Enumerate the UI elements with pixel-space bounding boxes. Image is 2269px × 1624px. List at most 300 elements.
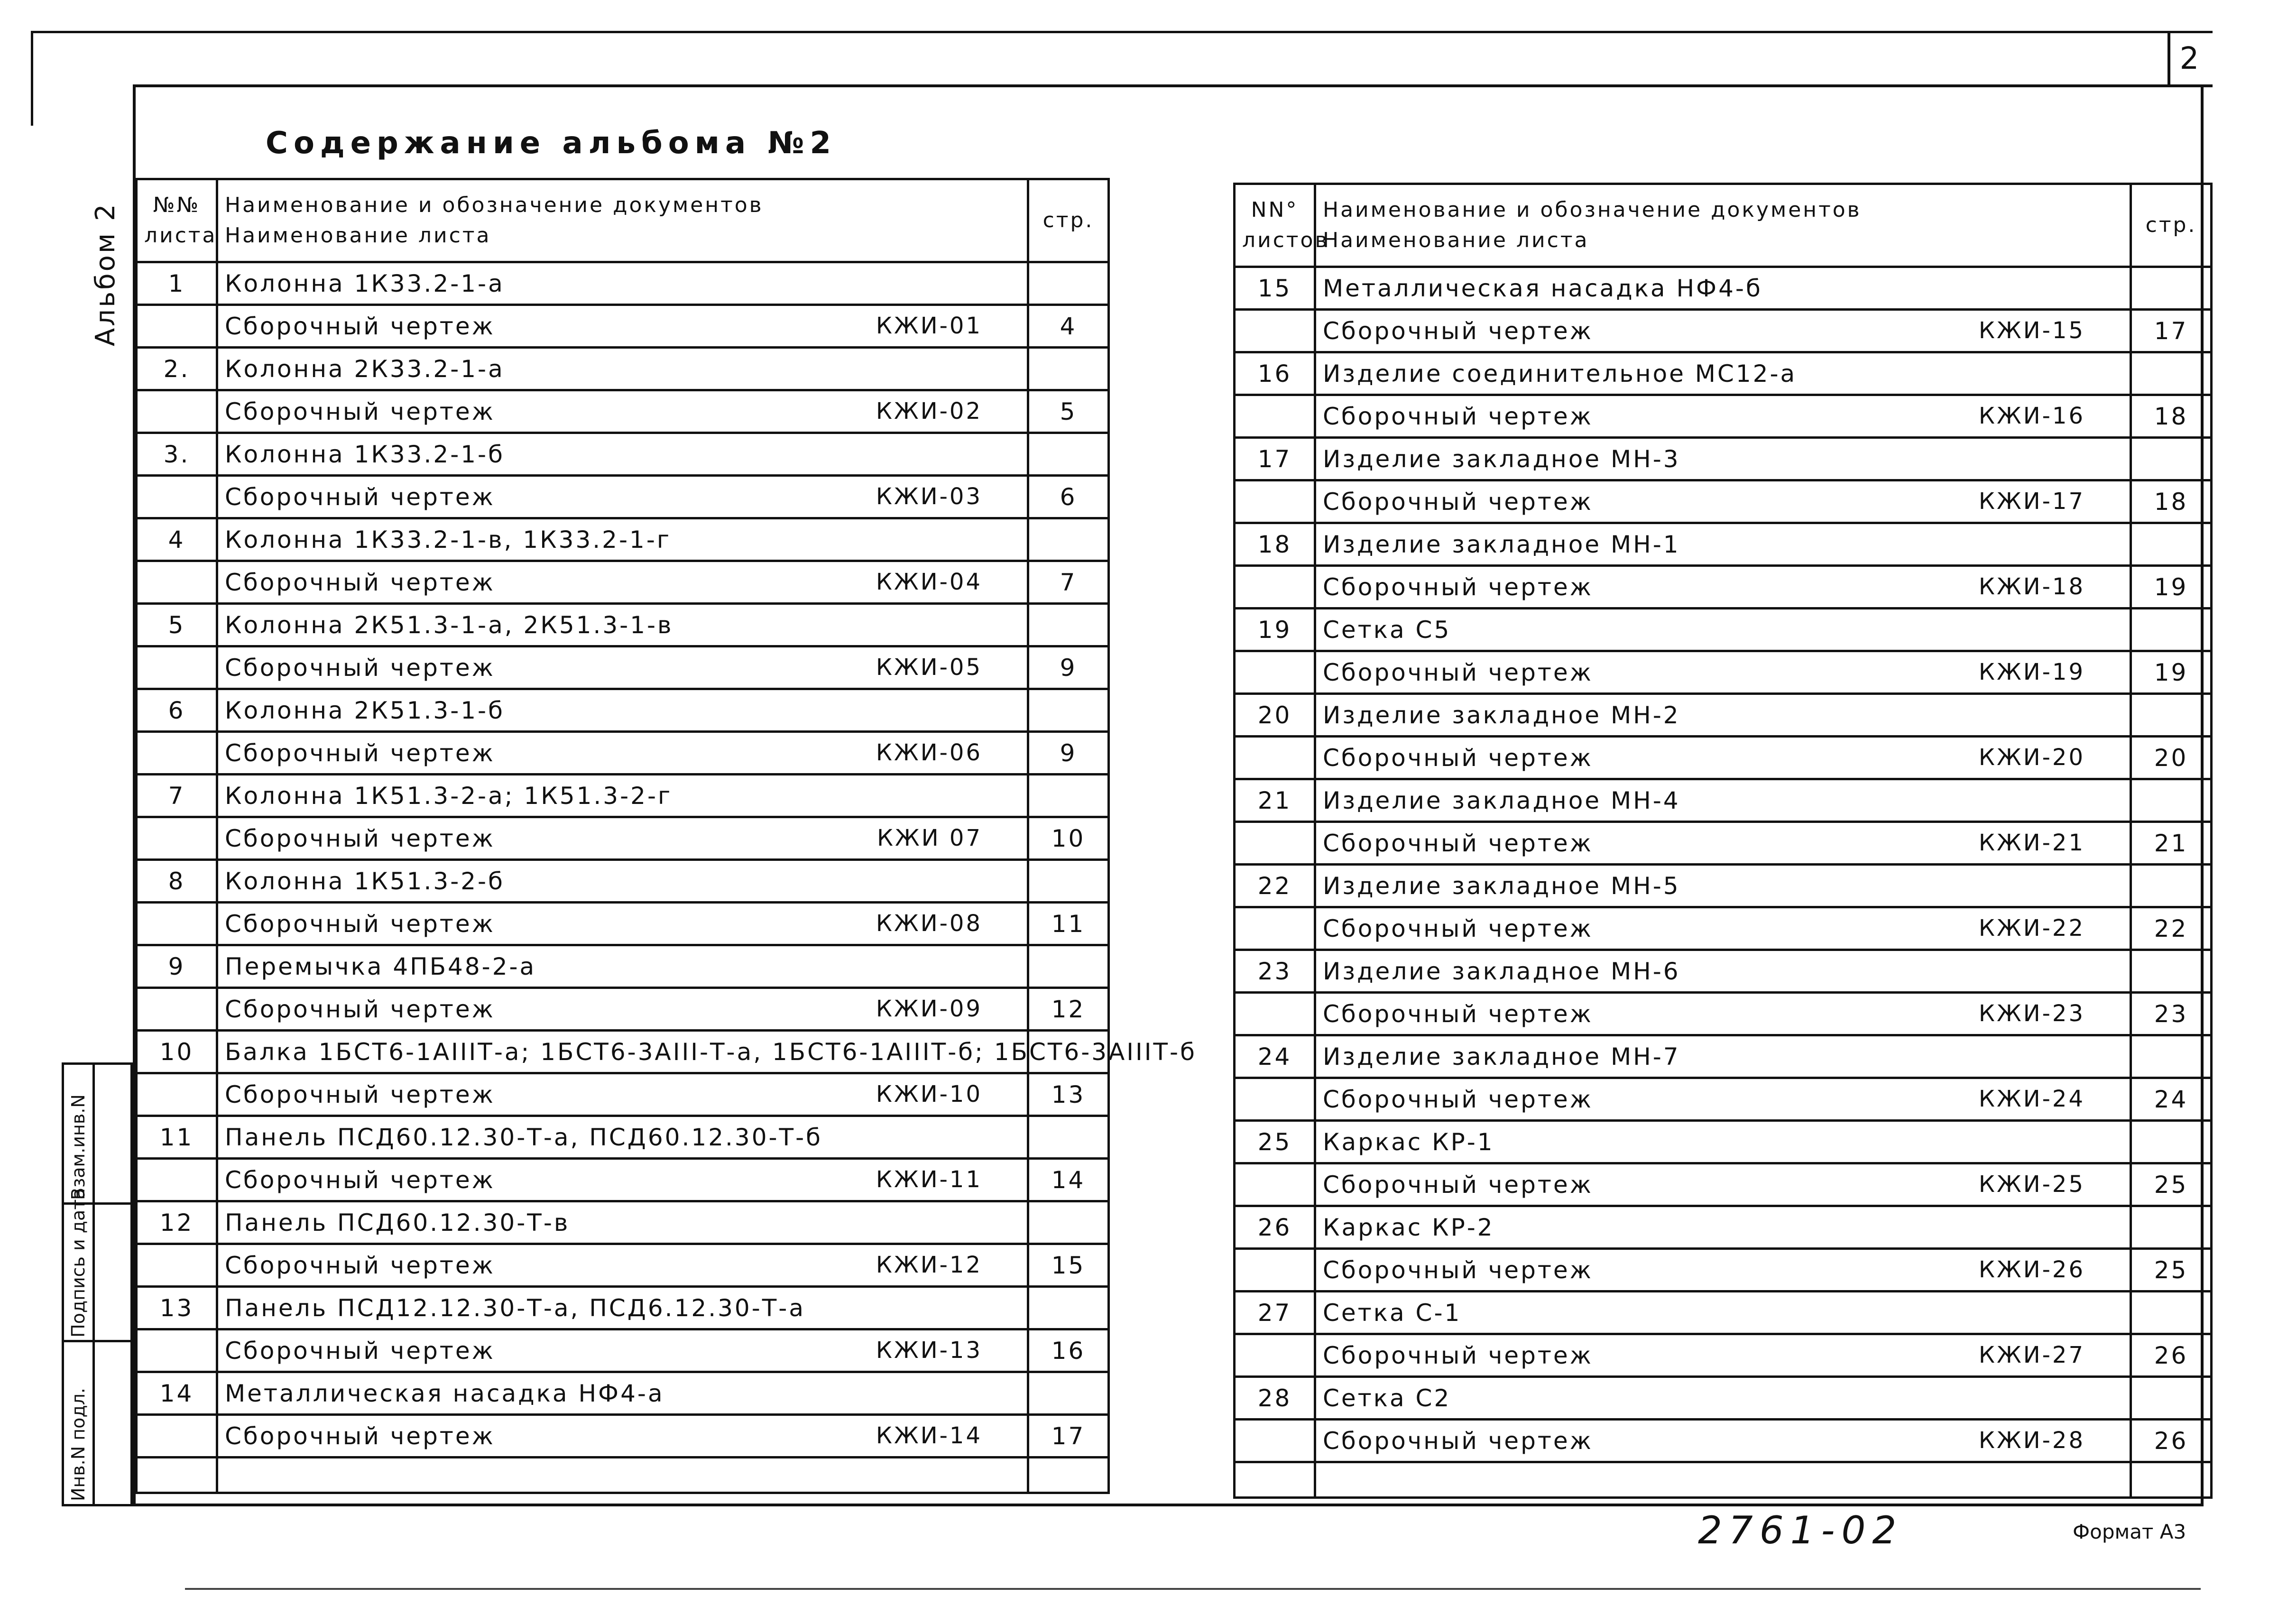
row-page-number: 19	[2131, 566, 2212, 609]
row-page-empty	[2131, 1121, 2212, 1163]
row-document-title: Каркас КР-1	[1315, 1121, 2131, 1163]
header-page: стр.	[1028, 179, 1109, 262]
row-page-empty	[1028, 262, 1109, 305]
row-sheet-title	[1315, 566, 2131, 609]
table-row	[137, 390, 1109, 433]
row-sheet-code: КЖИ-05	[876, 654, 982, 681]
table-row	[137, 1201, 1109, 1244]
row-document-title: Изделие закладное МН-2	[1315, 694, 2131, 737]
row-document-title: Изделие закладное МН-4	[1315, 779, 2131, 822]
table-row	[137, 1159, 1109, 1201]
row-sheet-name: Сборочный чертеж	[225, 483, 495, 511]
row-page-number: 11	[1028, 903, 1109, 945]
table-row	[1235, 1078, 2212, 1121]
row-page-empty	[2131, 694, 2212, 737]
table-row	[1235, 1249, 2212, 1292]
row-sheet-number-empty	[1235, 651, 1315, 694]
row-sheet-number: 15	[1235, 267, 1315, 310]
row-sheet-code: КЖИ-17	[1978, 488, 2085, 515]
row-page-number: 6	[1028, 476, 1109, 518]
table-row	[137, 305, 1109, 348]
row-sheet-code: КЖИ-02	[876, 397, 982, 424]
table-row	[1235, 267, 2212, 310]
table-row	[1235, 566, 2212, 609]
row-sheet-title	[217, 305, 1028, 348]
row-sheet-number-empty	[1235, 480, 1315, 523]
table-row	[137, 1244, 1109, 1287]
row-sheet-title	[1315, 1420, 2131, 1462]
table-row	[1235, 1420, 2212, 1462]
blank-cell	[1315, 1462, 2131, 1498]
table-row	[1235, 694, 2212, 737]
table-row	[137, 604, 1109, 646]
row-sheet-title	[1315, 993, 2131, 1035]
row-sheet-code: КЖИ-24	[1978, 1085, 2085, 1112]
table-row	[137, 988, 1109, 1031]
row-sheet-title	[217, 732, 1028, 775]
header-page: стр.	[2131, 184, 2212, 267]
table-row	[1235, 907, 2212, 950]
row-sheet-name: Сборочный чертеж	[225, 910, 495, 938]
table-row	[1235, 438, 2212, 480]
row-document-title: Изделие закладное МН-7	[1315, 1035, 2131, 1078]
row-sheet-title	[217, 1159, 1028, 1201]
table-header	[137, 179, 1109, 262]
table-row	[1235, 822, 2212, 865]
row-page-empty	[2131, 438, 2212, 480]
table-row	[137, 518, 1109, 561]
row-page-empty	[1028, 860, 1109, 903]
stamp-divider	[92, 1065, 95, 1504]
table-row	[137, 646, 1109, 689]
row-sheet-title	[1315, 395, 2131, 438]
row-sheet-number-empty	[137, 305, 217, 348]
row-document-title: Металлическая насадка НФ4-а	[217, 1372, 1028, 1415]
row-sheet-code: КЖИ-11	[876, 1166, 982, 1193]
table-row	[137, 1329, 1109, 1372]
table-row	[137, 860, 1109, 903]
row-sheet-code: КЖИ-23	[1978, 1000, 2085, 1027]
blank-cell	[217, 1458, 1028, 1493]
row-sheet-number: 26	[1235, 1206, 1315, 1249]
row-sheet-name: Сборочный чертеж	[1323, 744, 1593, 772]
row-page-number: 5	[1028, 390, 1109, 433]
outer-left-border	[31, 31, 33, 126]
row-sheet-number-empty	[137, 817, 217, 860]
table-row	[137, 1073, 1109, 1116]
row-sheet-code: КЖИ 07	[876, 824, 982, 851]
row-sheet-number: 23	[1235, 950, 1315, 993]
row-page-empty	[1028, 518, 1109, 561]
row-document-title: Изделие соединительное МС12-а	[1315, 352, 2131, 395]
row-sheet-name: Сборочный чертеж	[1323, 317, 1593, 345]
row-sheet-number-empty	[137, 732, 217, 775]
row-document-title: Колонна 2К51.3-1-б	[217, 689, 1028, 732]
row-page-number: 17	[1028, 1415, 1109, 1458]
header-name-line1: Наименование и обозначение документов	[1323, 198, 1862, 222]
row-sheet-number: 24	[1235, 1035, 1315, 1078]
row-sheet-name: Сборочный чертеж	[225, 995, 495, 1023]
table-row	[1235, 609, 2212, 651]
table-row	[137, 817, 1109, 860]
row-sheet-code: КЖИ-08	[876, 910, 982, 937]
row-sheet-name: Сборочный чертеж	[1323, 1256, 1593, 1284]
row-page-empty	[2131, 352, 2212, 395]
row-sheet-title	[1315, 1334, 2131, 1377]
row-sheet-name: Сборочный чертеж	[225, 397, 495, 425]
row-page-empty	[2131, 1292, 2212, 1334]
row-page-number: 24	[2131, 1078, 2212, 1121]
row-page-number: 18	[2131, 395, 2212, 438]
table-row	[1235, 352, 2212, 395]
row-sheet-title	[1315, 1078, 2131, 1121]
row-sheet-number-empty	[1235, 1078, 1315, 1121]
row-sheet-title	[1315, 1163, 2131, 1206]
row-sheet-number: 8	[137, 860, 217, 903]
row-sheet-title	[217, 1244, 1028, 1287]
row-document-title: Колонна 2К33.2-1-а	[217, 348, 1028, 390]
row-sheet-title	[217, 1329, 1028, 1372]
row-document-title: Сетка С-1	[1315, 1292, 2131, 1334]
row-sheet-number-empty	[1235, 566, 1315, 609]
table-row	[1235, 1292, 2212, 1334]
row-document-title: Колонна 1К33.2-1-в, 1К33.2-1-г	[217, 518, 1028, 561]
row-sheet-name: Сборочный чертеж	[225, 568, 495, 596]
header-sheet-number: №№ листа	[137, 179, 217, 262]
row-page-number: 9	[1028, 732, 1109, 775]
row-sheet-code: КЖИ-15	[1978, 317, 2085, 344]
row-document-title: Сетка С2	[1315, 1377, 2131, 1420]
table-row	[137, 903, 1109, 945]
row-sheet-code: КЖИ-16	[1978, 402, 2085, 429]
row-sheet-title	[1315, 907, 2131, 950]
row-sheet-code: КЖИ-28	[1978, 1427, 2085, 1454]
row-sheet-number-empty	[1235, 1249, 1315, 1292]
row-sheet-name: Сборочный чертеж	[1323, 1341, 1593, 1369]
row-document-title: Изделие закладное МН-6	[1315, 950, 2131, 993]
row-sheet-number: 3.	[137, 433, 217, 476]
row-sheet-code: КЖИ-09	[876, 995, 982, 1022]
row-page-number: 23	[2131, 993, 2212, 1035]
row-sheet-name: Сборочный чертеж	[1323, 488, 1593, 516]
row-sheet-code: КЖИ-27	[1978, 1341, 2085, 1368]
document-number: 2761-02	[1698, 1508, 1903, 1552]
row-sheet-number-empty	[137, 561, 217, 604]
header-name	[1315, 184, 2131, 267]
row-sheet-number-empty	[1235, 822, 1315, 865]
row-page-number: 7	[1028, 561, 1109, 604]
row-sheet-code: КЖИ-19	[1978, 658, 2085, 685]
bottom-rule	[185, 1588, 2201, 1590]
row-sheet-number: 7	[137, 775, 217, 817]
table-row	[137, 1415, 1109, 1458]
row-page-number: 10	[1028, 817, 1109, 860]
row-document-title: Панель ПСД12.12.30-Т-а, ПСД6.12.30-Т-а	[217, 1287, 1028, 1329]
row-page-number: 14	[1028, 1159, 1109, 1201]
table-row	[1235, 737, 2212, 779]
row-sheet-code: КЖИ-26	[1978, 1256, 2085, 1283]
row-sheet-name: Сборочный чертеж	[1323, 573, 1593, 601]
row-sheet-code: КЖИ-13	[876, 1337, 982, 1364]
stamp-label-signature: Подпись и дата	[68, 1188, 89, 1338]
row-page-number: 17	[2131, 310, 2212, 352]
row-sheet-title	[217, 903, 1028, 945]
row-sheet-number: 12	[137, 1201, 217, 1244]
table-row	[1235, 1035, 2212, 1078]
row-page-empty	[1028, 775, 1109, 817]
row-sheet-name: Сборочный чертеж	[225, 312, 495, 340]
sheet-format: Формат А3	[2073, 1520, 2186, 1543]
row-document-title: Панель ПСД60.12.30-Т-в	[217, 1201, 1028, 1244]
row-sheet-number-empty	[1235, 310, 1315, 352]
table-row	[137, 732, 1109, 775]
row-sheet-code: КЖИ-14	[876, 1422, 982, 1449]
row-page-number: 20	[2131, 737, 2212, 779]
row-sheet-number: 4	[137, 518, 217, 561]
row-sheet-number: 19	[1235, 609, 1315, 651]
blank-cell	[1028, 1458, 1109, 1493]
row-sheet-name: Сборочный чертеж	[1323, 829, 1593, 857]
header-name-line2: Наименование листа	[225, 223, 491, 248]
row-sheet-title	[1315, 480, 2131, 523]
row-sheet-code: КЖИ-18	[1978, 573, 2085, 600]
table-row	[1235, 480, 2212, 523]
row-page-empty	[2131, 1035, 2212, 1078]
row-sheet-code: КЖИ-21	[1978, 829, 2085, 856]
row-page-number: 26	[2131, 1420, 2212, 1462]
row-document-title: Панель ПСД60.12.30-Т-а, ПСД60.12.30-Т-б	[217, 1116, 1028, 1159]
row-page-empty	[2131, 865, 2212, 907]
row-page-empty	[2131, 609, 2212, 651]
row-document-title: Изделие закладное МН-3	[1315, 438, 2131, 480]
row-page-empty	[1028, 1372, 1109, 1415]
row-sheet-title	[217, 1073, 1028, 1116]
stamp-divider	[64, 1340, 130, 1342]
table-row	[137, 561, 1109, 604]
table-row	[137, 1287, 1109, 1329]
row-sheet-title	[1315, 310, 2131, 352]
blank-cell	[137, 1458, 217, 1493]
row-sheet-number-empty	[137, 988, 217, 1031]
row-page-number: 12	[1028, 988, 1109, 1031]
stamp-label-replace: Взам.инв.N	[68, 1094, 89, 1200]
row-sheet-number-empty	[137, 1415, 217, 1458]
row-sheet-name: Сборочный чертеж	[225, 1422, 495, 1450]
row-page-empty	[1028, 1201, 1109, 1244]
row-sheet-number-empty	[137, 903, 217, 945]
row-sheet-title	[217, 817, 1028, 860]
row-sheet-code: КЖИ-22	[1978, 914, 2085, 941]
sheet-number: 2	[2179, 41, 2199, 76]
row-sheet-title	[217, 561, 1028, 604]
row-page-empty	[2131, 779, 2212, 822]
row-document-title: Колонна 1К51.3-2-б	[217, 860, 1028, 903]
table-row	[1235, 395, 2212, 438]
row-page-empty	[1028, 689, 1109, 732]
row-sheet-name: Сборочный чертеж	[225, 739, 495, 767]
row-sheet-number: 28	[1235, 1377, 1315, 1420]
row-sheet-name: Сборочный чертеж	[225, 1166, 495, 1194]
table-row	[137, 689, 1109, 732]
row-document-title: Перемычка 4ПБ48-2-а	[217, 945, 1028, 988]
row-sheet-code: КЖИ-06	[876, 739, 982, 766]
row-page-number: 4	[1028, 305, 1109, 348]
table-row	[137, 476, 1109, 518]
row-page-empty	[1028, 1287, 1109, 1329]
row-sheet-number-empty	[137, 1329, 217, 1372]
row-sheet-title	[1315, 1249, 2131, 1292]
row-page-empty	[2131, 267, 2212, 310]
row-sheet-name: Сборочный чертеж	[225, 1251, 495, 1279]
blank-cell	[1235, 1462, 1315, 1498]
row-sheet-number-empty	[1235, 1334, 1315, 1377]
row-sheet-number-empty	[1235, 907, 1315, 950]
table-row-blank	[1235, 1462, 2212, 1498]
row-sheet-number: 11	[137, 1116, 217, 1159]
row-page-empty	[2131, 523, 2212, 566]
row-document-title: Колонна 2К51.3-1-а, 2К51.3-1-в	[217, 604, 1028, 646]
row-sheet-name: Сборочный чертеж	[225, 1080, 495, 1108]
row-sheet-number-empty	[137, 1073, 217, 1116]
row-sheet-number-empty	[1235, 993, 1315, 1035]
row-page-number: 13	[1028, 1073, 1109, 1116]
row-sheet-number: 5	[137, 604, 217, 646]
row-sheet-number: 18	[1235, 523, 1315, 566]
table-row	[1235, 1377, 2212, 1420]
row-document-title: Колонна 1К33.2-1-а	[217, 262, 1028, 305]
row-sheet-name: Сборочный чертеж	[1323, 402, 1593, 430]
header-name-line1: Наименование и обозначение документов	[225, 193, 764, 217]
row-sheet-number-empty	[1235, 737, 1315, 779]
header-name-line2: Наименование листа	[1323, 228, 1589, 252]
row-sheet-number-empty	[137, 476, 217, 518]
row-page-empty	[1028, 604, 1109, 646]
row-page-empty	[2131, 1377, 2212, 1420]
page-title: Содержание альбома №2	[266, 126, 837, 161]
row-page-empty	[2131, 1206, 2212, 1249]
table-row	[1235, 523, 2212, 566]
side-label: Альбом 2	[90, 202, 121, 346]
table-row	[137, 775, 1109, 817]
table-row	[137, 433, 1109, 476]
row-page-empty	[1028, 348, 1109, 390]
row-sheet-number: 17	[1235, 438, 1315, 480]
row-page-number: 15	[1028, 1244, 1109, 1287]
row-sheet-title	[217, 390, 1028, 433]
row-page-number: 25	[2131, 1249, 2212, 1292]
row-document-title: Сетка С5	[1315, 609, 2131, 651]
row-sheet-name: Сборочный чертеж	[1323, 1427, 1593, 1455]
table-row	[1235, 310, 2212, 352]
row-sheet-name: Сборочный чертеж	[1323, 658, 1593, 686]
row-sheet-number-empty	[1235, 1163, 1315, 1206]
row-sheet-number-empty	[137, 1244, 217, 1287]
row-sheet-code: КЖИ-20	[1978, 744, 2085, 771]
row-document-title: Колонна 1К33.2-1-б	[217, 433, 1028, 476]
table-row	[137, 1116, 1109, 1159]
table-row-blank	[137, 1458, 1109, 1493]
table-header	[1235, 184, 2212, 267]
row-document-title: Металлическая насадка НФ4-б	[1315, 267, 2131, 310]
row-sheet-number: 20	[1235, 694, 1315, 737]
table-row	[1235, 1206, 2212, 1249]
row-sheet-title	[217, 646, 1028, 689]
blank-cell	[2131, 1462, 2212, 1498]
table-row	[1235, 1334, 2212, 1377]
row-sheet-name: Сборочный чертеж	[225, 824, 495, 852]
row-sheet-code: КЖИ-04	[876, 568, 982, 595]
stamp-label-inv: Инв.N подл.	[68, 1388, 89, 1501]
outer-top-border	[31, 31, 2213, 33]
row-document-title: Колонна 1К51.3-2-а; 1К51.3-2-г	[217, 775, 1028, 817]
row-page-number: 26	[2131, 1334, 2212, 1377]
row-sheet-number: 27	[1235, 1292, 1315, 1334]
row-sheet-code: КЖИ-03	[876, 483, 982, 510]
row-sheet-name: Сборочный чертеж	[1323, 1000, 1593, 1028]
table-row	[137, 1372, 1109, 1415]
row-sheet-name: Сборочный чертеж	[1323, 1085, 1593, 1113]
row-sheet-number-empty	[137, 1159, 217, 1201]
table-row	[137, 348, 1109, 390]
row-page-empty	[1028, 945, 1109, 988]
row-sheet-title	[1315, 651, 2131, 694]
contents-table-right	[1233, 183, 2213, 1499]
header-sheet-number: NN° листов	[1235, 184, 1315, 267]
row-sheet-number: 21	[1235, 779, 1315, 822]
row-page-number: 21	[2131, 822, 2212, 865]
row-sheet-name: Сборочный чертеж	[1323, 914, 1593, 942]
row-document-title: Изделие закладное МН-5	[1315, 865, 2131, 907]
table-row	[137, 262, 1109, 305]
row-sheet-number: 13	[137, 1287, 217, 1329]
row-page-empty	[1028, 1116, 1109, 1159]
row-page-empty	[1028, 433, 1109, 476]
row-page-number: 22	[2131, 907, 2212, 950]
contents-table-left	[135, 178, 1197, 1494]
row-sheet-title	[1315, 822, 2131, 865]
row-sheet-code: КЖИ-25	[1978, 1171, 2085, 1198]
row-page-number: 25	[2131, 1163, 2212, 1206]
row-sheet-number: 16	[1235, 352, 1315, 395]
row-sheet-number: 6	[137, 689, 217, 732]
row-page-number: 18	[2131, 480, 2212, 523]
row-sheet-number: 9	[137, 945, 217, 988]
inner-frame-bottom	[133, 1504, 2204, 1506]
table-row	[1235, 865, 2212, 907]
row-sheet-number: 2.	[137, 348, 217, 390]
row-sheet-number-empty	[1235, 395, 1315, 438]
table-row	[1235, 779, 2212, 822]
row-page-number: 16	[1028, 1329, 1109, 1372]
table-row	[1235, 993, 2212, 1035]
row-sheet-code: КЖИ-12	[876, 1251, 982, 1278]
row-sheet-name: Сборочный чертеж	[1323, 1171, 1593, 1199]
row-sheet-title	[217, 988, 1028, 1031]
row-sheet-number: 25	[1235, 1121, 1315, 1163]
header-name	[217, 179, 1028, 262]
table-row	[1235, 1163, 2212, 1206]
stamp-strip	[62, 1062, 133, 1506]
row-document-title: Балка 1БСТ6-1АIIIТ-а; 1БСТ6-3АIII-Т-а, 1БСТ6-1АIIIТ-б; 1БСТ6-3АIIIТ-б	[217, 1031, 1028, 1073]
row-page-number: 19	[2131, 651, 2212, 694]
row-page-number: 9	[1028, 646, 1109, 689]
row-sheet-number: 14	[137, 1372, 217, 1415]
row-sheet-name: Сборочный чертеж	[225, 1337, 495, 1365]
row-page-empty	[2131, 950, 2212, 993]
table-row	[1235, 1121, 2212, 1163]
row-sheet-code: КЖИ-01	[876, 312, 982, 339]
row-sheet-number-empty	[137, 646, 217, 689]
